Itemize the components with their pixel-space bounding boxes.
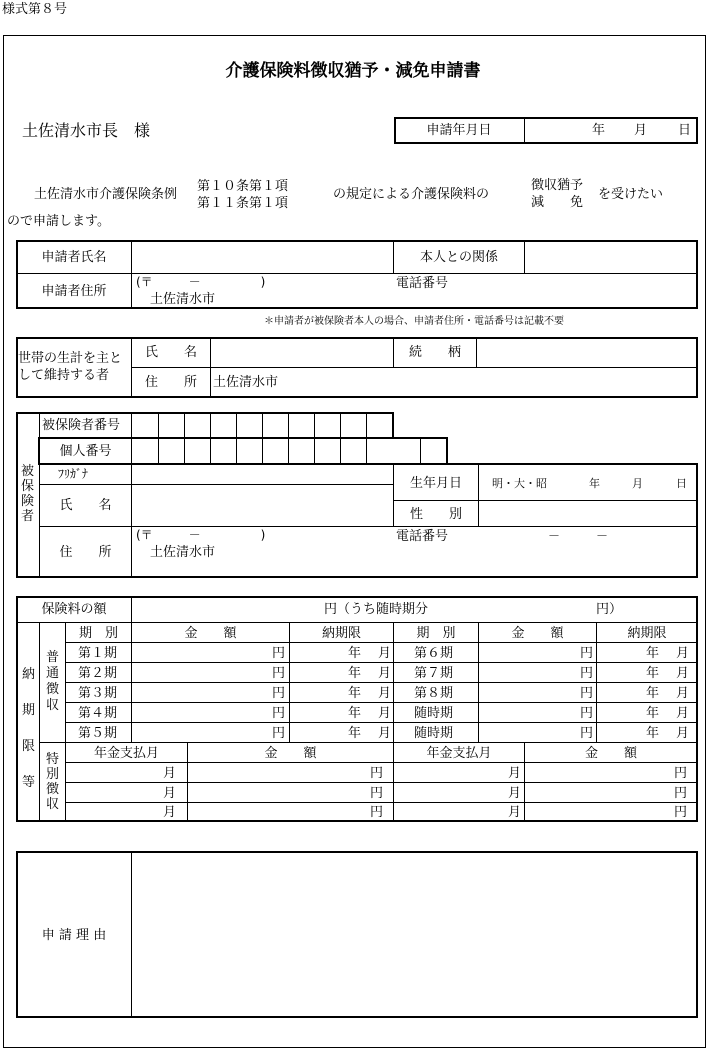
application-month: 月 [634,123,648,138]
intro-option-reduction: 減 免 [531,195,584,210]
insured-side-3: 険 [21,494,35,509]
divider [131,413,132,576]
reason-label: 申 請 理 由 [41,928,107,943]
reason-input-area[interactable] [133,853,696,1016]
applicant-address-label: 申請者住所 [41,284,107,299]
ordinary-3: 徴 [46,682,60,697]
month: 月 [676,646,690,661]
insured-number-label: 被保険者番号 [42,418,121,433]
divider [66,802,697,803]
pension-amount-right: 金 額 [584,746,637,761]
divider [394,500,697,501]
insured-side-4: 者 [21,509,35,524]
divider [66,642,697,643]
divider [392,412,394,438]
period-right-1: 第６期 [414,646,454,661]
insured-border-bottom [16,576,698,578]
yen: 円 [580,666,594,681]
yen: 円 [580,726,594,741]
special-4: 収 [46,797,60,812]
col-amount-left: 金 額 [184,626,237,641]
divider [366,413,367,463]
period-right-5: 随時期 [414,726,454,741]
yen: 円 [674,786,688,801]
ordinary-1: 普 [46,650,60,665]
birth-label: 生年月日 [409,476,462,491]
yen: 円 [674,766,688,781]
householder-relation-label: 続 柄 [408,345,461,360]
insured-border-left [16,412,18,578]
month: 月 [676,666,690,681]
premium-yen-within: 円（うち随時期分 [324,602,429,617]
yen: 円 [370,786,384,801]
householder-label-2: して維持する者 [18,368,110,383]
period-left-2: 第２期 [78,666,118,681]
year: 年 [646,726,660,741]
addressee: 土佐清水市長 様 [22,121,151,140]
col-deadline-left: 納期限 [321,626,361,641]
divider [131,623,132,742]
month: 月 [163,766,177,781]
period-right-4: 随時期 [414,706,454,721]
pension-amount-left: 金 額 [264,746,317,761]
period-left-3: 第３期 [78,686,118,701]
year: 年 [348,666,362,681]
yen: 円 [674,805,688,820]
divider [236,413,237,463]
year: 年 [646,686,660,701]
intro-middle: の規定による介護保険料の [333,187,490,202]
householder-label-1: 世帯の生計を主と [18,351,123,366]
year: 年 [348,706,362,721]
insured-side-2: 保 [21,479,35,494]
insured-postal: (〒 － ) [136,528,266,542]
yen: 円 [272,666,286,681]
divider [478,464,479,526]
householder-city: 土佐清水市 [213,375,279,390]
householder-name-label: 氏 名 [144,345,197,360]
divider [158,413,159,463]
deadline-side-4: 等 [22,775,36,790]
month: 月 [676,706,690,721]
period-right-2: 第７期 [414,666,454,681]
birth-era: 明・大・昭 [492,477,547,490]
special-2: 別 [46,767,60,782]
divider [420,438,421,463]
divider [131,597,132,622]
applicant-phone-label: 電話番号 [396,276,449,291]
householder-address-label: 住 所 [144,375,197,390]
month: 月 [508,786,522,801]
year: 年 [646,666,660,681]
intro-ordinance: 土佐清水市介護保険条例 [34,187,178,202]
divider [210,338,211,397]
special-3: 徴 [46,782,60,797]
form-number: 様式第８号 [2,2,68,17]
col-amount-right: 金 額 [511,626,564,641]
deadline-side-3: 限 [22,739,36,754]
divider [131,852,132,1017]
sex-label: 性 別 [409,507,462,522]
insured-phone-dashes: － － [548,529,609,543]
divider [446,437,448,464]
period-left-1: 第１期 [78,646,118,661]
divider [476,338,477,367]
divider [262,413,263,463]
divider [131,241,132,308]
year: 年 [646,706,660,721]
divider [393,623,394,742]
yen: 円 [272,706,286,721]
divider [66,722,697,723]
divider [39,623,40,821]
month: 月 [676,726,690,741]
intro-line-2: ので申請します。 [7,214,110,229]
divider [289,623,290,742]
insured-border-top [16,412,393,414]
divider [66,782,697,783]
pension-month-left: 年金支払月 [93,746,159,761]
deadline-side-1: 納 [22,667,36,682]
divider [524,118,525,143]
applicant-note: ＊申請者が被保険者本人の場合、申請者住所・電話番号は記載不要 [264,316,564,327]
pension-month-right: 年金支払月 [426,746,492,761]
divider [66,662,697,663]
divider [40,484,393,485]
insured-address-label: 住 所 [59,545,112,560]
divider [66,682,697,683]
special-1: 特 [46,752,60,767]
divider [596,623,597,742]
applicant-city: 土佐清水市 [150,292,216,307]
divider [66,702,697,703]
divider [314,413,315,463]
divider [38,463,698,465]
yen: 円 [580,646,594,661]
divider [17,273,697,274]
intro-tail: を受けたい [598,187,664,202]
period-right-3: 第８期 [414,686,454,701]
period-left-5: 第５期 [78,726,118,741]
premium-amount-label: 保険料の額 [41,602,107,617]
application-day: 日 [678,123,692,138]
yen: 円 [272,686,286,701]
ordinary-4: 収 [46,698,60,713]
deadline-side-2: 期 [22,703,36,718]
month: 月 [508,805,522,820]
col-period-right: 期 別 [416,626,456,641]
yen: 円 [580,686,594,701]
year: 年 [348,726,362,741]
divider [38,437,447,439]
year: 年 [348,686,362,701]
intro-article-1: 第１０条第１項 [197,179,289,194]
yen: 円 [580,706,594,721]
divider [478,623,479,742]
furigana-label: ﾌﾘｶﾞﾅ [58,467,89,481]
month: 月 [378,706,392,721]
insured-border-right [696,463,698,578]
col-deadline-right: 納期限 [627,626,667,641]
divider [66,762,697,763]
divider [40,742,697,743]
divider [524,241,525,273]
month: 月 [378,646,392,661]
period-left-4: 第４期 [78,706,118,721]
yen: 円 [272,726,286,741]
intro-article-2: 第１１条第１項 [197,196,289,211]
col-period-left: 期 別 [78,626,118,641]
applicant-postal: (〒 － ) [136,275,266,289]
month: 月 [163,805,177,820]
month: 月 [508,766,522,781]
birth-day: 日 [676,477,687,490]
birth-month: 月 [632,477,643,490]
insured-city: 土佐清水市 [150,545,216,560]
application-date-label: 申請年月日 [426,123,492,138]
ordinary-2: 通 [46,666,60,681]
yen: 円 [272,646,286,661]
premium-yen-close: 円） [596,602,623,617]
month: 月 [378,686,392,701]
month: 月 [378,726,392,741]
divider [40,526,697,527]
month: 月 [163,786,177,801]
mynumber-label: 個人番号 [59,444,112,459]
insured-phone-label: 電話番号 [396,529,449,544]
divider [17,622,697,623]
applicant-relation-label: 本人との関係 [419,250,498,265]
page-title: 介護保険料徴収猶予・減免申請書 [225,61,481,81]
insured-side-1: 被 [21,464,35,479]
intro-option-deferral: 徴収猶予 [531,178,584,193]
month: 月 [378,666,392,681]
year: 年 [348,646,362,661]
birth-year: 年 [589,477,600,490]
divider [131,367,697,368]
applicant-name-label: 申請者氏名 [41,250,107,265]
insured-name-label: 氏 名 [59,498,112,513]
yen: 円 [370,766,384,781]
divider [184,413,185,463]
month: 月 [676,686,690,701]
divider [340,413,341,463]
divider [288,413,289,463]
application-year: 年 [592,123,606,138]
divider [210,413,211,463]
yen: 円 [370,805,384,820]
year: 年 [646,646,660,661]
